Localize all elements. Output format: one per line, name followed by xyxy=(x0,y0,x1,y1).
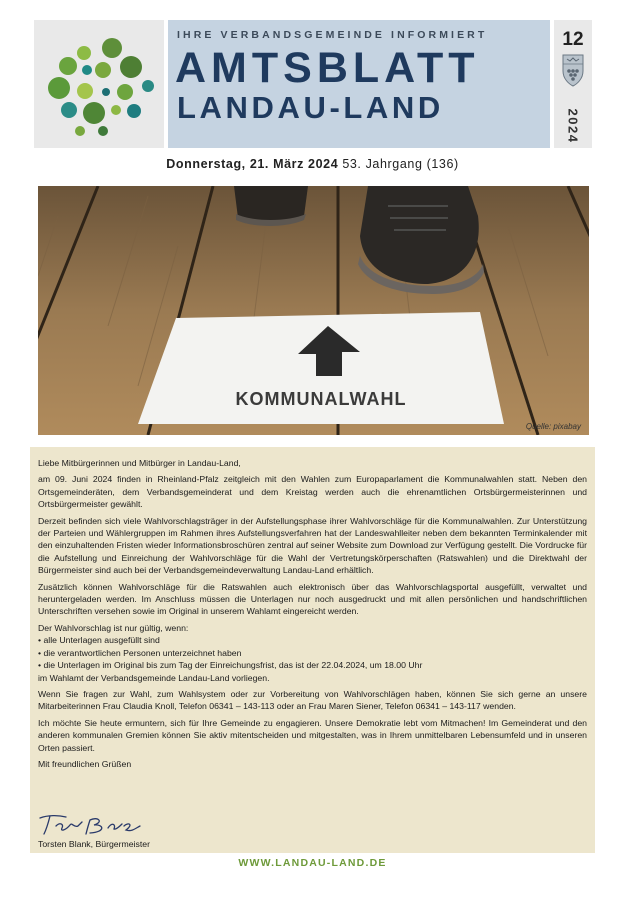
article-body xyxy=(38,457,587,774)
editorial-article xyxy=(30,447,595,853)
masthead-title: AMTSBLATT xyxy=(175,44,480,92)
coat-of-arms-icon xyxy=(561,53,585,87)
article-salutation: Liebe Mitbürgerinnen und Mitbürger in Landau-Land, xyxy=(38,458,241,468)
verbandsgemeinde-logo xyxy=(34,20,164,148)
issue-date: Donnerstag, 21. März 2024 xyxy=(166,157,339,171)
article-paragraph-2: Derzeit befinden sich viele Wahlvorschlagsträger in der Aufstellungsphase ihrer Wahlvorschläge für die Kommunalwahlen. Zur Unterstützung der Parteien und Wählergruppen im Rahmen ihres Aufstellungsverfahren hat der Landeswahlleiter neben dem bekannten Terminkalender mit den einzuhaltenden Fristen wieder Informationsbroschüren zentral auf seiner Website zum Download zur Verfügung gestellt. Die Vordrucke für die Aufstellung und Einreichung der Wahlvorschläge für die Wahl der Vertretungskörperschaften (Ratswahlen) und die Direktwahl der Bürgermeister sind auch bei der Verbandsgemeindeverwaltung Landau-Land erhältlich. xyxy=(38,515,587,576)
photo-credit: Quelle: pixabay xyxy=(525,422,581,431)
issue-number: 12 xyxy=(562,29,584,50)
logo-box xyxy=(34,20,164,148)
photo-sign-text: KOMMUNALWAHL xyxy=(235,389,407,409)
article-paragraph-4: Wenn Sie fragen zur Wahl, zum Wahlsystem oder zur Vorbereitung von Wahlvorschlägen haben, können Sie sich gerne an unsere Mitarbeiterinnen Frau Claudia Knoll, Telefon 06341 – 143-113 oder an Frau Maren Siener, Telefon 06341 – 143-117 wenden. xyxy=(38,688,587,712)
article-paragraph-3: Zusätzlich können Wahlvorschläge für die Ratswahlen auch elektronisch über das Wahlvorschlagsportal ausgefüllt, verwaltet und heruntergeladen werden. Im Anschluss müssen die Unterlagen nur noch ausgedruckt und mit allen persönlichen und handschriftlichen Unterschriften versehen sowie im Original in unserem Wahlamt eingereicht werden. xyxy=(38,581,587,617)
article-list-tail: im Wahlamt der Verbandsgemeinde Landau-Land vorliegen. xyxy=(38,672,270,683)
article-list-intro: Der Wahlvorschlag ist nur gültig, wenn: xyxy=(38,622,189,633)
article-list-item: • die verantwortlichen Personen unterzeichnet haben xyxy=(38,647,242,658)
masthead-title-box xyxy=(168,20,550,148)
handwritten-signature xyxy=(36,812,146,838)
issue-year: 2024 xyxy=(565,108,581,144)
masthead-kicker: IHRE VERBANDSGEMEINDE INFORMIERT xyxy=(177,29,488,41)
article-closing: Mit freundlichen Grüßen xyxy=(38,758,132,769)
masthead-subtitle: LANDAU-LAND xyxy=(177,90,444,125)
footer-website-link[interactable]: WWW.LANDAU-LAND.DE xyxy=(238,857,387,869)
issue-year-wrap xyxy=(558,104,588,148)
cover-photo xyxy=(38,186,589,435)
article-paragraph-1: am 09. Juni 2024 finden in Rheinland-Pfalz zeitgleich mit den Wahlen zum Europaparlament die Kommunalwahlen statt. Neben den Ortsgemeinderäten, dem Verbandsgemeinderat und dem Kreistag werden auch die ehrenamtlichen Ortsbürgermeisterinnen und Ortsbürgermeister gewählt. xyxy=(38,474,587,510)
issue-box xyxy=(554,20,592,148)
article-list-item: • alle Unterlagen ausgefüllt sind xyxy=(38,635,160,646)
article-paragraph-5: Ich möchte Sie heute ermuntern, sich für Ihre Gemeinde zu engagieren. Unsere Demokratie lebt vom Mitmachen! Im Gemeinderat und den anderen kommunalen Gremien können Sie aktiv mitentscheiden und mitgestalten, was in Ihrem unmittelbaren Lebensumfeld und in unseren Orten passiert. xyxy=(38,717,587,753)
issue-volume: 53. Jahrgang (136) xyxy=(342,157,459,171)
dateline xyxy=(0,157,625,171)
article-list-item: • die Unterlagen im Original bis zum Tag der Einreichungsfrist, das ist der 22.04.2024, um 18.00 Uhr xyxy=(38,660,423,671)
photo-illustration xyxy=(38,186,589,435)
article-signer: Torsten Blank, Bürgermeister xyxy=(38,839,151,849)
